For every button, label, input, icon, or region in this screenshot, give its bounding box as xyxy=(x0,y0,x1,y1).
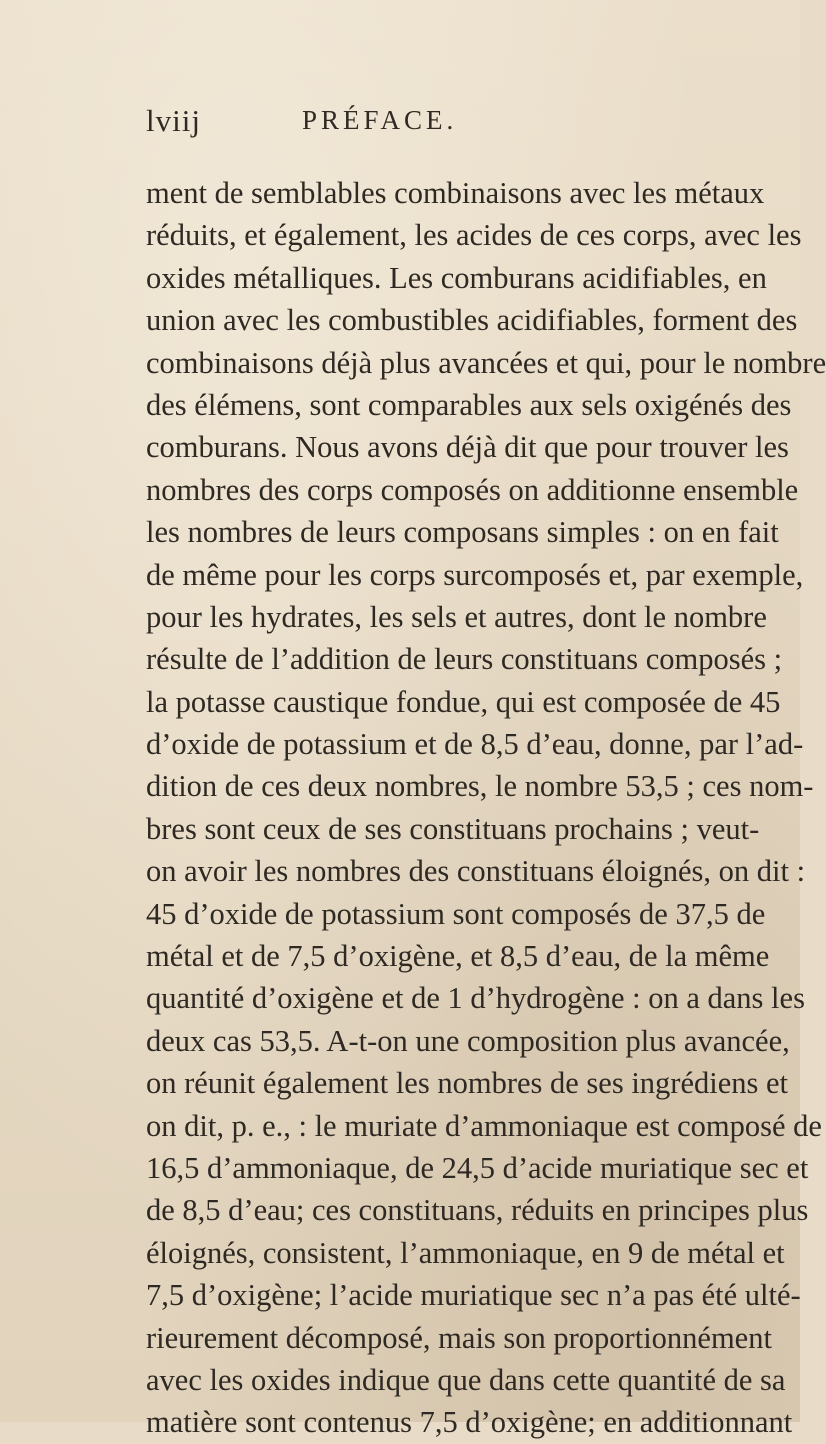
text-line: pour les hydrates, les sels et autres, dont le nombre xyxy=(146,599,767,634)
text-line: combinaisons déjà plus avancées et qui, pour le nombre xyxy=(146,345,826,380)
text-line: les nombres de leurs composans simples : on en fait xyxy=(146,515,779,550)
text-line: avec les oxides indique que dans cette quantité de sa xyxy=(146,1362,786,1397)
text-line: on avoir les nombres des constituans éloignés, on dit : xyxy=(146,854,806,889)
text-line: matière sont contenus 7,5 d’oxigène; en additionnant xyxy=(146,1405,793,1440)
text-line: deux cas 53,5. A-t-on une composition plus avancée, xyxy=(146,1023,790,1058)
text-line: de même pour les corps surcomposés et, par exemple, xyxy=(146,557,804,592)
text-line: 16,5 d’ammoniaque, de 24,5 d’acide muriatique sec et xyxy=(146,1150,809,1185)
body-text xyxy=(146,172,826,1444)
text-line: 7,5 d’oxigène; l’acide muriatique sec n’a pas été ulté- xyxy=(146,1278,801,1313)
text-line: bres sont ceux de ses constituans prochains ; veut- xyxy=(146,811,760,846)
text-line: nombres des corps composés on additionne ensemble xyxy=(146,472,799,507)
text-line: ment de semblables combinaisons avec les métaux xyxy=(146,176,765,210)
text-line: union avec les combustibles acidifiables, forment des xyxy=(146,303,798,338)
text-line: résulte de l’addition de leurs constituans composés ; xyxy=(146,642,783,677)
text-line: éloignés, consistent, l’ammoniaque, en 9 de métal et xyxy=(146,1235,785,1270)
text-line: rieurement décomposé, mais son proportionnément xyxy=(146,1320,772,1355)
page-number: lviij xyxy=(146,103,201,138)
text-line: des élémens, sont comparables aux sels oxigénés des xyxy=(146,387,792,422)
text-line: dition de ces deux nombres, le nombre 53,5 ; ces nom- xyxy=(146,769,814,804)
running-head xyxy=(146,103,706,143)
text-line: quantité d’oxigène et de 1 d’hydrogène : on a dans les xyxy=(146,981,805,1016)
text-line: comburans. Nous avons déjà dit que pour trouver les xyxy=(146,430,789,465)
text-line: métal et de 7,5 d’oxigène, et 8,5 d’eau, de la même xyxy=(146,939,770,974)
page-header-title: PRÉFACE. xyxy=(302,105,458,135)
text-line: oxides métalliques. Les comburans acidifiables, en xyxy=(146,260,767,295)
text-line: réduits, et également, les acides de ces corps, avec les xyxy=(146,218,802,253)
text-line: on réunit également les nombres de ses ingrédiens et xyxy=(146,1066,789,1101)
text-line: 45 d’oxide de potassium sont composés de 37,5 de xyxy=(146,896,766,931)
text-line: la potasse caustique fondue, qui est composée de 45 xyxy=(146,684,781,719)
text-line: on dit, p. e., : le muriate d’ammoniaque est composé de xyxy=(146,1108,822,1143)
text-line: d’oxide de potassium et de 8,5 d’eau, donne, par l’ad- xyxy=(146,727,804,762)
text-line: de 8,5 d’eau; ces constituans, réduits en principes plus xyxy=(146,1193,809,1228)
